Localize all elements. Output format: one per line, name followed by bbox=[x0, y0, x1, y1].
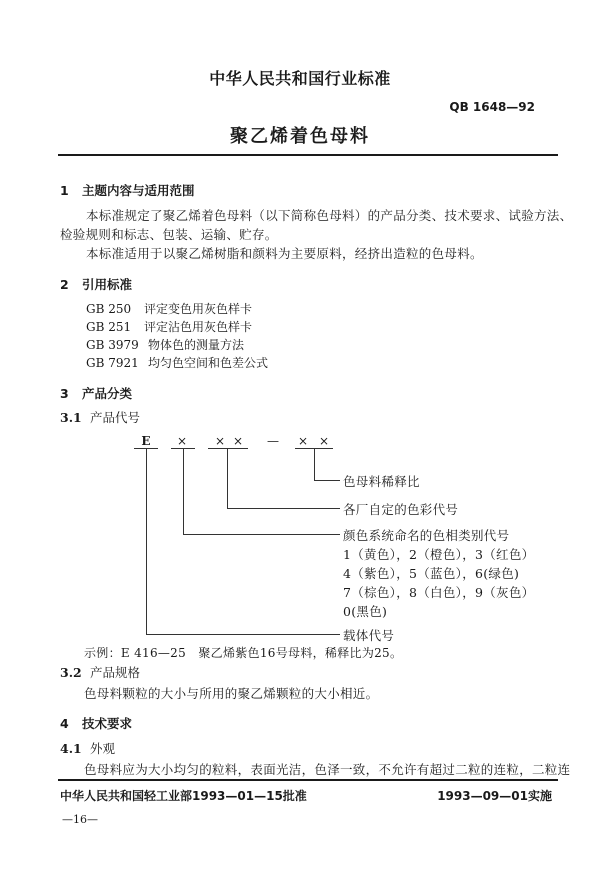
reference-title: 评定沾色用灰色样卡 bbox=[144, 320, 253, 334]
section-title: 主题内容与适用范围 bbox=[82, 183, 195, 198]
connector bbox=[227, 448, 228, 508]
subsection-3-2-text: 色母料颗粒的大小与所用的聚乙烯颗粒的大小相近。 bbox=[84, 686, 379, 701]
code-symbol-carrier: × bbox=[176, 434, 188, 448]
label-hue-category: 颜色系统命名的色相类别代号 bbox=[343, 528, 510, 543]
approval-date: 中华人民共和国轻工业部1993—01—15批准 bbox=[60, 789, 307, 803]
section-title: 引用标准 bbox=[82, 277, 133, 292]
code-symbol-color: × bbox=[232, 434, 244, 448]
section-number: 4 bbox=[60, 716, 69, 731]
section-number: 3 bbox=[60, 386, 69, 401]
code-symbol-dilution-1: × bbox=[297, 434, 309, 448]
connector bbox=[183, 448, 184, 534]
label-carrier: 载体代号 bbox=[343, 628, 395, 643]
subsection-number: 3.2 bbox=[60, 665, 82, 680]
section-4-heading bbox=[60, 714, 132, 732]
section-number: 2 bbox=[60, 277, 69, 292]
header-rule bbox=[58, 154, 558, 156]
subsection-title: 产品规格 bbox=[90, 665, 141, 680]
subsection-title: 产品代号 bbox=[90, 410, 141, 425]
connector bbox=[146, 448, 147, 634]
code-symbol-dilution-2: × bbox=[318, 434, 330, 448]
reference-code: GB 251 bbox=[86, 320, 132, 334]
page-number: —16— bbox=[62, 813, 98, 826]
connector bbox=[183, 534, 340, 535]
reference-title: 均匀色空间和色差公式 bbox=[148, 356, 269, 370]
footer-rule bbox=[58, 779, 558, 781]
subsection-3-2-heading bbox=[60, 663, 140, 681]
section-3-heading bbox=[60, 384, 132, 402]
reference-item bbox=[86, 336, 244, 353]
standard-category: 中华人民共和国行业标准 bbox=[209, 69, 391, 88]
subsection-4-1-text: 色母料应为大小均匀的粒料，表面光洁，色泽一致，不允许有超过二粒的连粒，二粒连 bbox=[84, 762, 571, 777]
label-dilution: 色母料稀释比 bbox=[343, 474, 420, 489]
section-title: 产品分类 bbox=[82, 386, 133, 401]
reference-code: GB 7921 bbox=[86, 356, 139, 370]
section-1-para2: 本标准适用于以聚乙烯树脂和颜料为主要原料，经挤出造粒的色母料。 bbox=[86, 246, 483, 261]
reference-item bbox=[86, 300, 252, 317]
code-symbol-e: E bbox=[141, 434, 151, 448]
subsection-title: 外观 bbox=[90, 741, 116, 756]
code-symbol-dash: — bbox=[267, 434, 279, 448]
subsection-number: 3.1 bbox=[60, 410, 82, 425]
section-number: 1 bbox=[60, 183, 69, 198]
connector bbox=[227, 508, 340, 509]
connector bbox=[314, 448, 315, 480]
reference-item bbox=[86, 354, 268, 371]
reference-code: GB 3979 bbox=[86, 338, 139, 352]
label-hue-line2: 4（紫色），5（蓝色），6(绿色) bbox=[343, 566, 520, 581]
code-symbol-hue: × bbox=[214, 434, 226, 448]
subsection-number: 4.1 bbox=[60, 741, 82, 756]
subsection-4-1-heading bbox=[60, 739, 115, 757]
example-text: 示例：E 416—25 聚乙烯紫色16号母料，稀释比为25。 bbox=[84, 646, 403, 660]
section-1-para1-line2: 检验规则和标志、包装、运输、贮存。 bbox=[60, 227, 278, 242]
reference-title: 物体色的测量方法 bbox=[148, 338, 245, 352]
label-hue-line3: 7（棕色），8（白色），9（灰色） bbox=[343, 585, 535, 600]
section-title: 技术要求 bbox=[82, 716, 133, 731]
document-title: 聚乙烯着色母料 bbox=[230, 126, 370, 147]
standard-code: QB 1648—92 bbox=[449, 100, 535, 114]
label-hue-line1: 1（黄色），2（橙色），3（红色） bbox=[343, 547, 535, 562]
section-1-para1-line1: 本标准规定了聚乙烯着色母料（以下简称色母料）的产品分类、技术要求、试验方法、 bbox=[86, 208, 573, 223]
subsection-3-1-heading bbox=[60, 408, 140, 426]
effective-date: 1993—09—01实施 bbox=[437, 789, 552, 803]
connector bbox=[146, 634, 340, 635]
underline bbox=[208, 448, 248, 449]
reference-item bbox=[86, 318, 252, 335]
connector bbox=[314, 480, 340, 481]
reference-code: GB 250 bbox=[86, 302, 132, 316]
section-1-heading bbox=[60, 181, 195, 199]
label-hue-line4: 0(黑色) bbox=[343, 604, 388, 619]
section-2-heading bbox=[60, 275, 132, 293]
reference-title: 评定变色用灰色样卡 bbox=[144, 302, 253, 316]
label-color-code: 各厂自定的色彩代号 bbox=[343, 502, 459, 517]
